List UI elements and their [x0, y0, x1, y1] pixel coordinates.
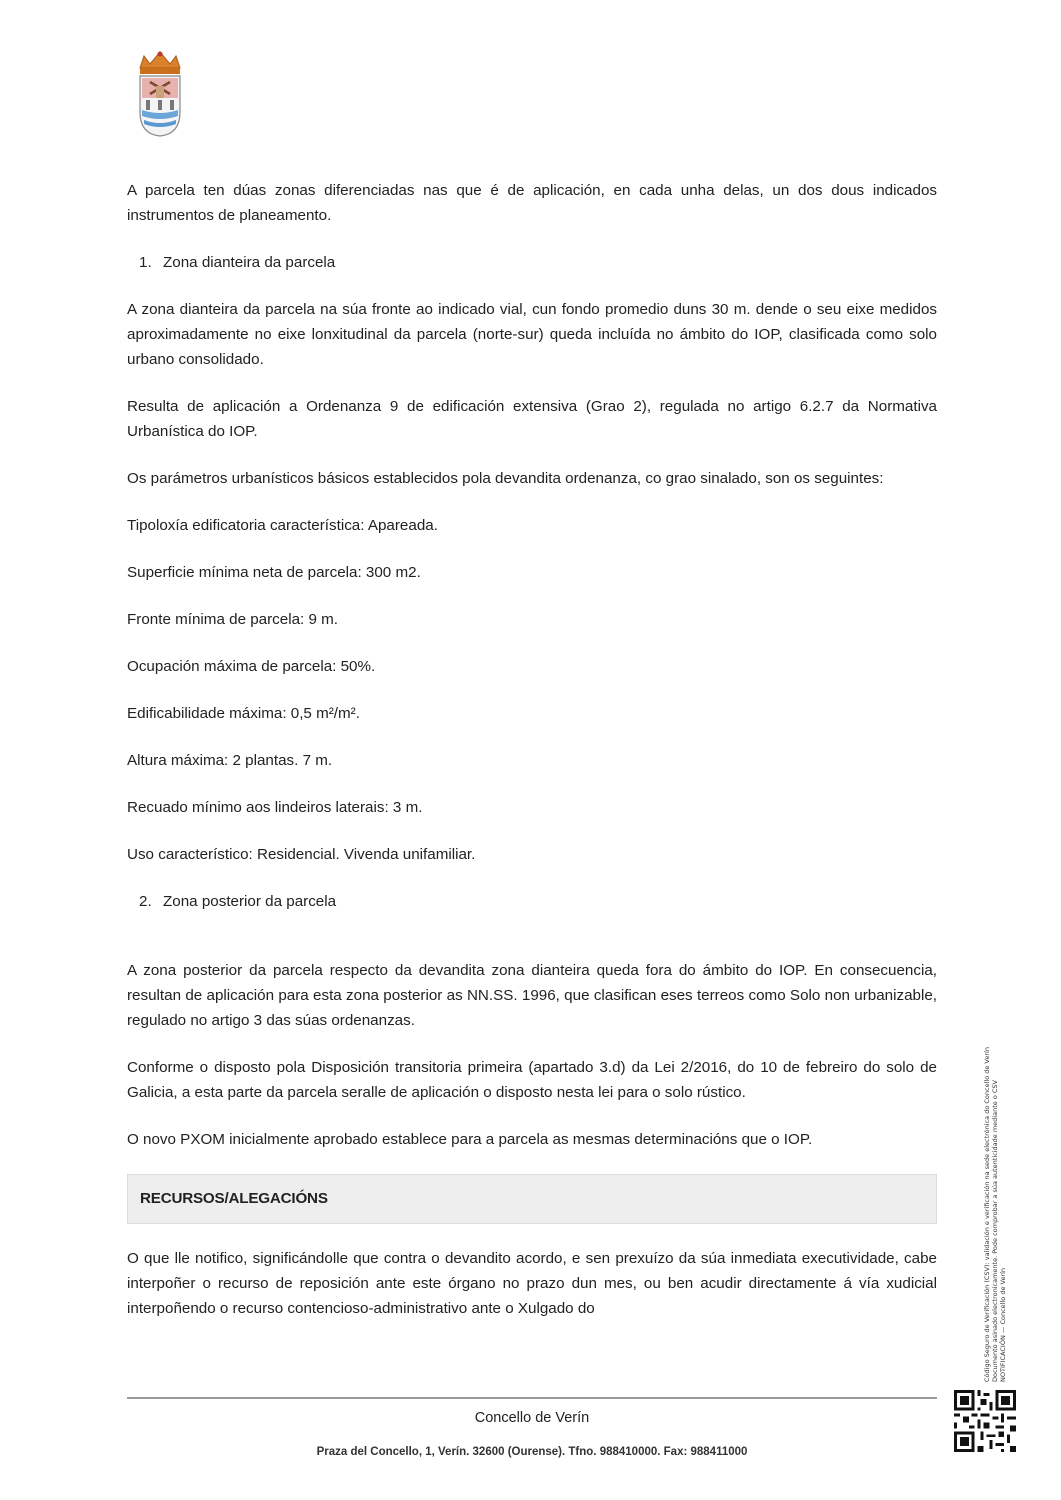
document-body [127, 178, 937, 1343]
footer-address: Praza del Concello, 1, Verín. 32600 (Ourense). Tfno. 988410000. Fax: 988411000 [316, 1446, 748, 1458]
zone1-heading-number: 1. [139, 254, 152, 271]
zone1-heading-text: Zona dianteira da parcela [163, 254, 336, 271]
footer-divider [127, 1397, 937, 1399]
zone2-paragraph: Conforme o disposto pola Disposición transitoria primeira (apartado 3.d) da Lei 2/2016, do 10 de febreiro do solo de Galicia, a esta parte da parcela seralle de aplicación o disposto nesta lei para o solo rústico. [127, 1059, 937, 1101]
zone1-paragraph: Resulta de aplicación a Ordenanza 9 de edificación extensiva (Grao 2), regulada no artigo 6.2.7 da Normativa Urbanística do IOP. [127, 398, 937, 440]
zone2-paragraph: A zona posterior da parcela respecto da devandita zona dianteira queda fora do ámbito do IOP. En consecuencia, resultan de aplicación para esta zona posterior as NN.SS. 1996, que clasifican eses terreos como Solo non urbanizable, regulado no artigo 3 das súas ordenanzas. [127, 962, 937, 1029]
qr-code-icon[interactable] [954, 1390, 1016, 1452]
parameter-item: Ocupación máxima de parcela: 50%. [127, 658, 376, 675]
parameter-item: Edificabilidade máxima: 0,5 m²/m². [127, 705, 360, 722]
municipal-crest-logo [134, 50, 186, 138]
zone2-paragraph: O novo PXOM inicialmente aprobado establece para a parcela as mesmas determinacións que o IOP. [127, 1131, 813, 1148]
side-line-3: NOTIFICACIÓN — Concello de Verín [999, 1267, 1007, 1382]
parameter-item: Recuado mínimo aos lindeiros laterais: 3 m. [127, 799, 423, 816]
zone2-heading-number: 2. [139, 893, 152, 910]
parameter-item: Superficie mínima neta de parcela: 300 m2. [127, 564, 421, 581]
side-verification-text [983, 1047, 1007, 1382]
side-line-2: Documento asinado electronicamente. Pode comprobar a súa autenticidade mediante o CSV [991, 1080, 999, 1382]
zone1-paragraph: Os parámetros urbanísticos básicos establecidos pola devandita ordenanza, co grao sinalado, son os seguintes: [127, 470, 884, 487]
zone2-heading-text: Zona posterior da parcela [163, 893, 337, 910]
section-header-recursos: RECURSOS/ALEGACIÓNS [127, 1174, 937, 1224]
parameter-item: Fronte mínima de parcela: 9 m. [127, 611, 339, 628]
parameter-item: Altura máxima: 2 plantas. 7 m. [127, 752, 333, 769]
zone1-heading [139, 250, 937, 275]
zone2-heading [139, 889, 937, 914]
section-paragraph: O que lle notifico, significándolle que contra o devandito acordo, e sen prexuízo da súa inmediata executividade, cabe interpoñer o recurso de reposición ante este órgano no prazo dun mes, ou ben acudir directamente á vía xudicial interpoñendo o recurso contencioso-administrativo ante o Xulgado do [127, 1250, 937, 1317]
footer-municipality-name: Concello de Verín [474, 1410, 590, 1426]
side-line-1: Código Seguro de Verificación (CSV): validación e verificación na sede electrónica do Concello de Verín [983, 1047, 991, 1382]
intro-paragraph: A parcela ten dúas zonas diferenciadas nas que é de aplicación, en cada unha delas, un dos dous indicados instrumentos de planeamento. [127, 182, 937, 224]
zone1-paragraph: A zona dianteira da parcela na súa fronte ao indicado vial, cun fondo promedio duns 30 m. dende o seu eixe medidos aproximadamente no eixe lonxitudinal da parcela (norte-sur) queda incluída no ámbito do IOP, clasificada como solo urbano consolidado. [127, 301, 937, 368]
parameter-item: Uso característico: Residencial. Vivenda unifamiliar. [127, 846, 476, 863]
parameter-item: Tipoloxía edificatoria característica: Apareada. [127, 517, 438, 534]
